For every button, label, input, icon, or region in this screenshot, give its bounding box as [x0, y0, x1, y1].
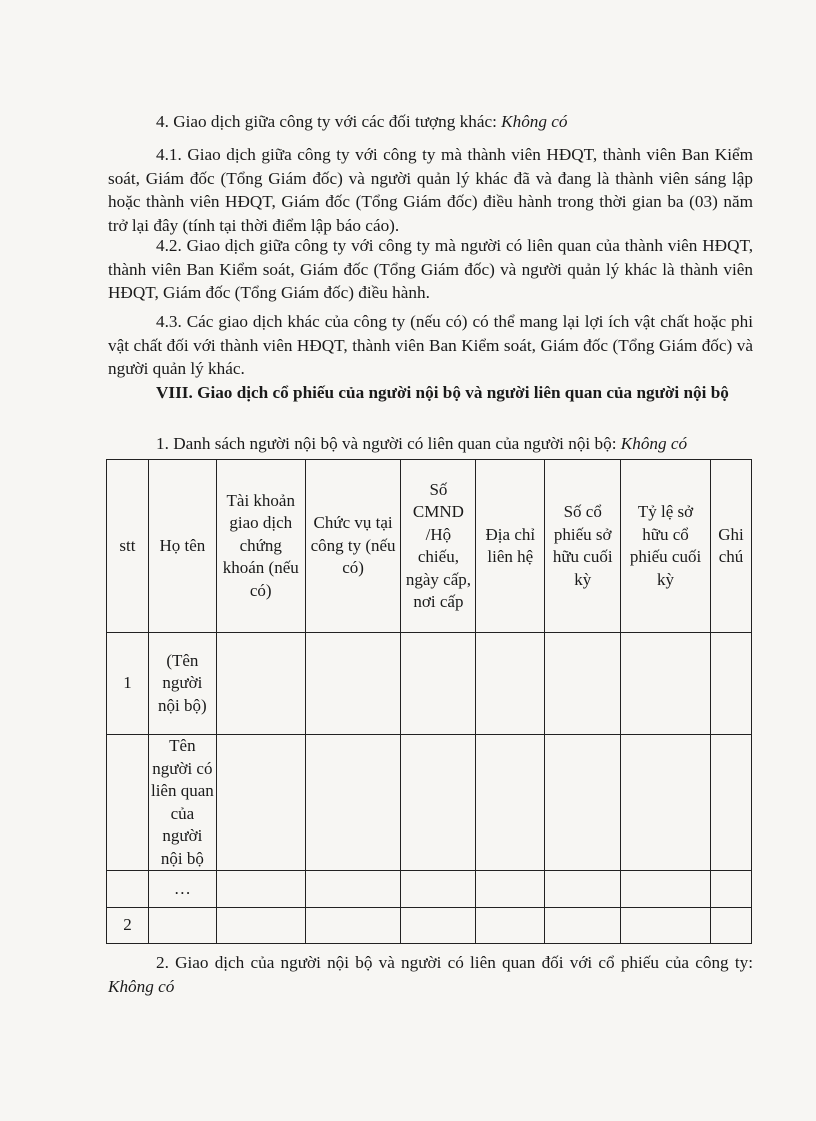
- paragraph-8-2: 2. Giao dịch của người nội bộ và người có liên quan đối với cổ phiếu của công ty: Không có: [108, 953, 753, 996]
- table-cell: [216, 908, 305, 944]
- table-cell: 1: [107, 633, 149, 735]
- table-cell: [476, 633, 545, 735]
- table-cell: [305, 871, 401, 908]
- table-cell: [305, 735, 401, 871]
- table-cell: [621, 871, 711, 908]
- table-cell: [216, 633, 305, 735]
- table-cell: [476, 871, 545, 908]
- table-cell: [621, 735, 711, 871]
- table-cell: [476, 908, 545, 944]
- table-cell: [148, 908, 216, 944]
- table-header-row: [107, 460, 752, 633]
- table-cell: …: [148, 871, 216, 908]
- table-cell: [401, 735, 476, 871]
- table-cell: [621, 633, 711, 735]
- table-cell: [621, 908, 711, 944]
- list-intro-value: Không có: [620, 434, 688, 453]
- header-tai-khoan: Tài khoản giao dịch chứng khoán (nếu có): [216, 460, 305, 633]
- header-ty-le: Tỷ lệ sở hữu cổ phiếu cuối kỳ: [621, 460, 711, 633]
- table-cell: [401, 633, 476, 735]
- table-cell: [476, 735, 545, 871]
- header-chuc-vu: Chức vụ tại công ty (nếu có): [305, 460, 401, 633]
- table-row: [107, 871, 752, 908]
- table-cell: [710, 908, 751, 944]
- table-cell: [545, 871, 621, 908]
- header-ghi-chu: Ghi chú: [710, 460, 751, 633]
- insider-table: [106, 459, 752, 944]
- table-cell: [545, 908, 621, 944]
- table-cell: [710, 633, 751, 735]
- section-4-value: Không có: [501, 112, 568, 131]
- table-cell: [545, 735, 621, 871]
- table-cell: [107, 735, 149, 871]
- header-so-co-phieu: Số cổ phiếu sở hữu cuối kỳ: [545, 460, 621, 633]
- table-row: [107, 633, 752, 735]
- section-8-heading: VIII. Giao dịch cổ phiếu của người nội bộ và người liên quan của người nội bộ: [156, 383, 729, 402]
- table-cell: [710, 735, 751, 871]
- table-cell: [107, 871, 149, 908]
- table-cell: (Tên người nội bộ): [148, 633, 216, 735]
- table-cell: [401, 871, 476, 908]
- header-dia-chi: Địa chỉ liên hệ: [476, 460, 545, 633]
- table-cell: [216, 735, 305, 871]
- table-cell: [305, 633, 401, 735]
- table-row: [107, 908, 752, 944]
- table-cell: [545, 633, 621, 735]
- paragraph-4-3: 4.3. Các giao dịch khác của công ty (nếu có) có thể mang lại lợi ích vật chất hoặc phi vật chất đối với thành viên HĐQT, thành viên Ban Kiểm soát, Giám đốc (Tổng Giám đốc) và người quản lý khác.: [108, 312, 753, 378]
- paragraph-4-2: 4.2. Giao dịch giữa công ty với công ty mà người có liên quan của thành viên HĐQT, thành viên Ban Kiểm soát, Giám đốc (Tổng Giám đốc) và người quản lý khác là thành viên HĐQT, Giám đốc (Tổng Giám đốc) điều hành.: [108, 236, 753, 302]
- table-cell: [401, 908, 476, 944]
- table-cell: [305, 908, 401, 944]
- paragraph-8-2-value: Không có: [108, 976, 175, 996]
- header-stt: stt: [107, 460, 149, 633]
- list-intro: 1. Danh sách người nội bộ và người có liên quan của người nội bộ: Không có: [156, 434, 688, 453]
- header-cmnd: Số CMND /Hộ chiếu, ngày cấp, nơi cấp: [401, 460, 476, 633]
- table-cell: [216, 871, 305, 908]
- header-ho-ten: Họ tên: [148, 460, 216, 633]
- paragraph-4-1: 4.1. Giao dịch giữa công ty với công ty mà thành viên HĐQT, thành viên Ban Kiểm soát, Giám đốc (Tổng Giám đốc) và người quản lý khác đã và đang là thành viên sáng lập hoặc thành viên HĐQT, Giám đốc (Tổng Giám đốc) điều hành trong thời gian ba (03) năm trở lại đây (tính tại thời điểm lập báo cáo).: [108, 145, 753, 235]
- table-cell: Tên người có liên quan của người nội bộ: [148, 735, 216, 871]
- section-4-heading: 4. Giao dịch giữa công ty với các đối tượng khác: Không có: [156, 112, 568, 131]
- table-row: [107, 735, 752, 871]
- table-cell: [710, 871, 751, 908]
- table-cell: 2: [107, 908, 149, 944]
